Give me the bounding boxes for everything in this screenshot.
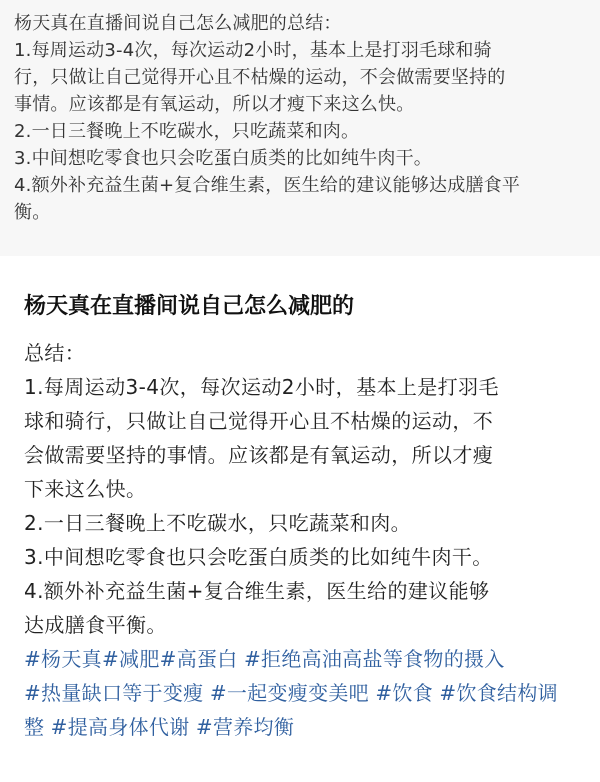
excerpt-block	[0, 0, 600, 256]
post-line: 达成膳食平衡。	[24, 613, 167, 637]
hashtag-link[interactable]: #一起变瘦变美吧	[209, 681, 369, 705]
excerpt-line: 4.额外补充益生菌+复合维生素，医生给的建议能够达成膳食平	[14, 175, 521, 196]
hashtag-link[interactable]: #减肥	[101, 647, 160, 671]
hashtag-link[interactable]: #营养均衡	[195, 715, 295, 739]
hashtag-link[interactable]: #饮食	[375, 681, 434, 705]
hashtag-link[interactable]: #热量缺口等于变瘦	[24, 681, 204, 705]
post-block	[0, 256, 600, 782]
post-line: 4.额外补充益生菌+复合维生素，医生给的建议能够	[24, 579, 490, 603]
post-line: 下来这么快。	[24, 477, 147, 501]
hashtag-link[interactable]: #拒绝高油高盐等食物的摄入	[243, 647, 505, 671]
hashtag-link[interactable]: #杨天真	[24, 647, 102, 671]
post-line: 3.中间想吃零食也只会吃蛋白质类的比如纯牛肉干。	[24, 545, 493, 569]
excerpt-line: 1.每周运动3-4次，每次运动2小时，基本上是打羽毛球和骑	[14, 40, 492, 61]
hashtag-link[interactable]: #高蛋白	[159, 647, 238, 671]
post-line: 球和骑行，只做让自己觉得开心且不枯燥的运动，不	[24, 409, 494, 433]
hashtag-link[interactable]: #饮食结构调整	[24, 681, 558, 739]
post-line: 1.每周运动3-4次，每次运动2小时，基本上是打羽毛	[24, 375, 499, 399]
excerpt-line: 3.中间想吃零食也只会吃蛋白质类的比如纯牛肉干。	[14, 148, 432, 169]
excerpt-line: 衡。	[14, 202, 51, 223]
hashtag-link[interactable]: #提高身体代谢	[50, 715, 190, 739]
excerpt-line: 行，只做让自己觉得开心且不枯燥的运动，不会做需要坚持的	[14, 67, 506, 88]
post-line: 2.一日三餐晚上不吃碳水，只吃蔬菜和肉。	[24, 511, 412, 535]
excerpt-line: 2.一日三餐晚上不吃碳水，只吃蔬菜和肉。	[14, 121, 360, 142]
post-title: 杨天真在直播间说自己怎么减肥的	[24, 294, 355, 319]
excerpt-line: 杨天真在直播间说自己怎么减肥的总结：	[14, 13, 342, 34]
hashtag-list	[24, 642, 576, 744]
excerpt-line: 事情。应该都是有氧运动，所以才瘦下来这么快。	[14, 94, 415, 115]
post-line: 总结：	[24, 341, 86, 365]
post-line: 会做需要坚持的事情。应该都是有氧运动，所以才瘦	[24, 443, 494, 467]
